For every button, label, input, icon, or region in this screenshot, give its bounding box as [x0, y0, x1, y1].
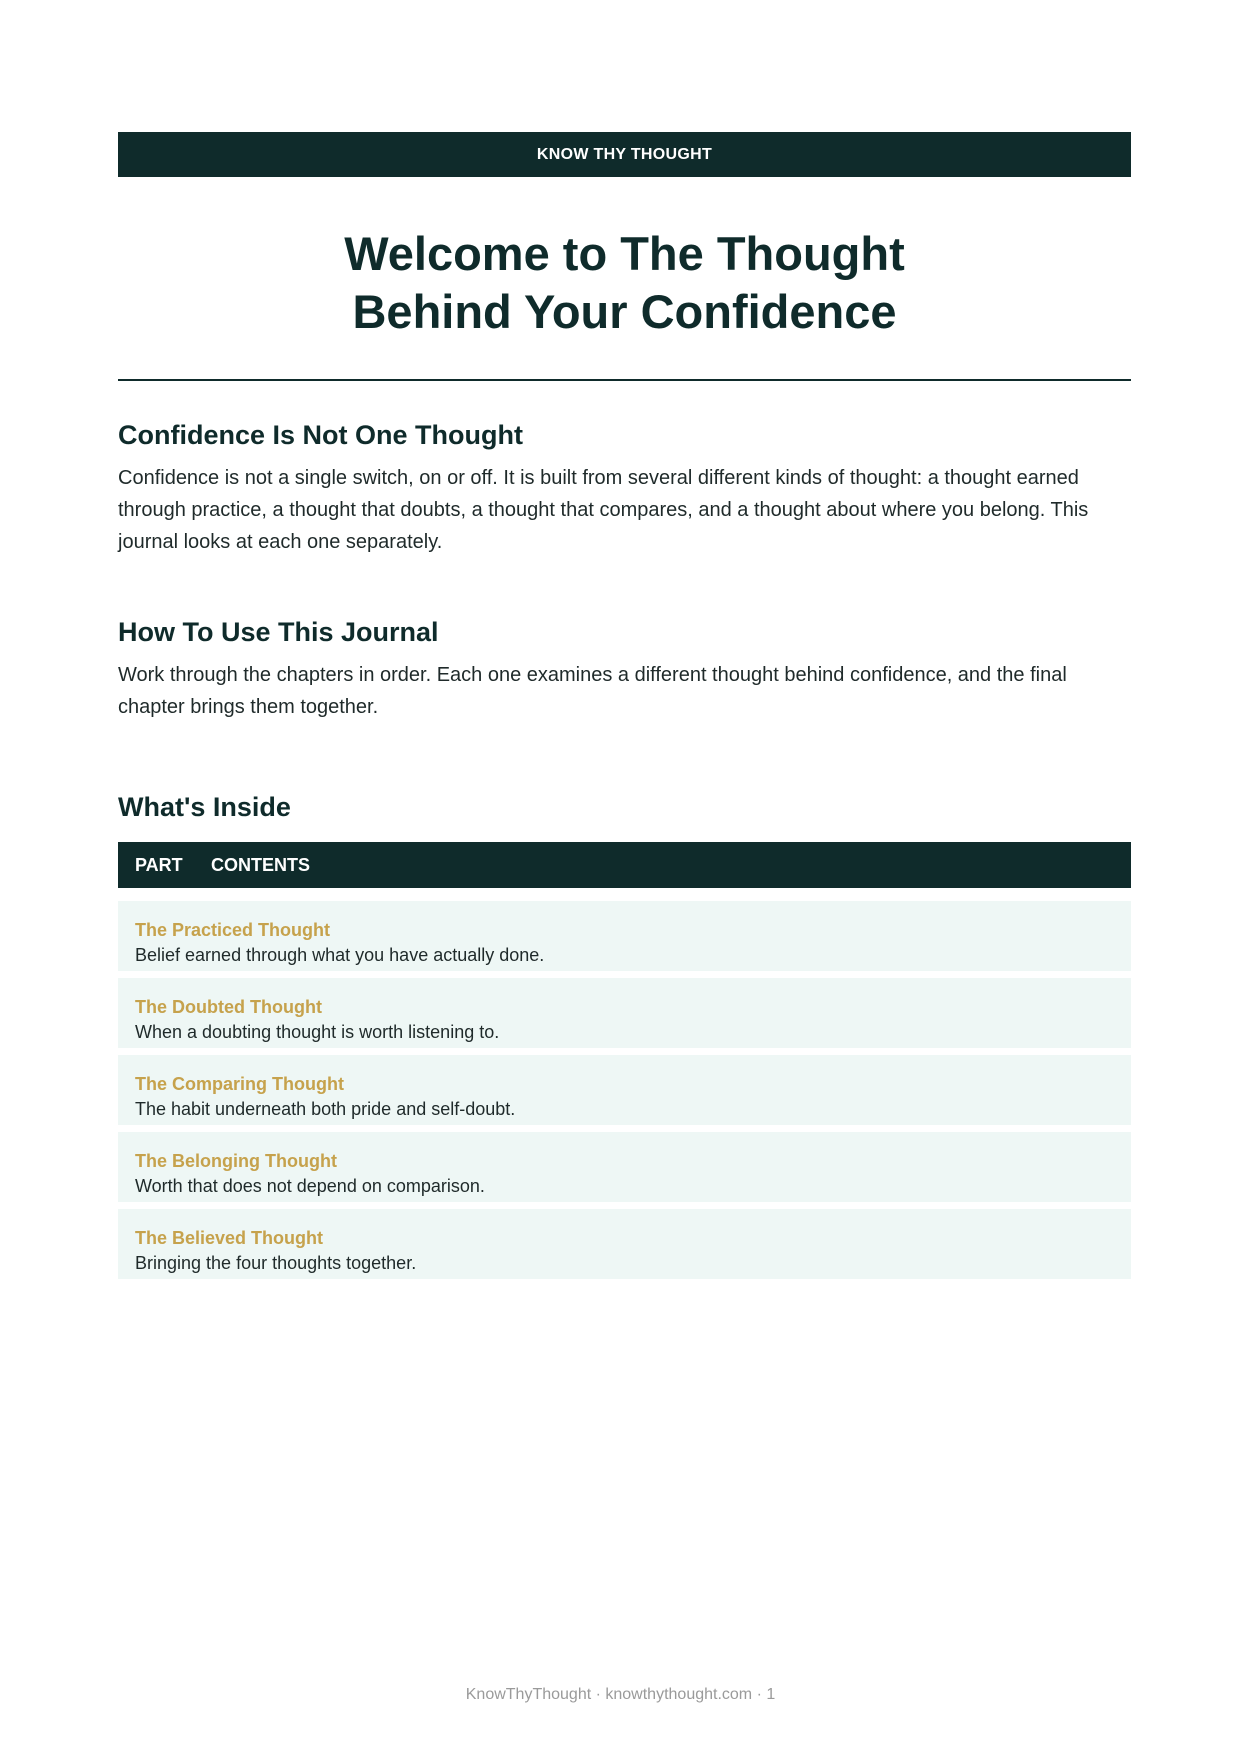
part-description: Belief earned through what you have actually done. [135, 945, 545, 965]
column-header-part: PART [135, 854, 183, 875]
part-title: The Believed Thought [135, 1228, 324, 1248]
section-how-to-use [118, 615, 1131, 723]
footer-text: KnowThyThought · knowthythought.com · 1 [465, 1686, 776, 1703]
section-body: Work through the chapters in order. Each one examines a different thought behind confidence, and the final chapter brings them together. [118, 664, 1067, 718]
part-title: The Comparing Thought [135, 1074, 344, 1094]
section-body: Confidence is not a single switch, on or off. It is built from several different kinds of thought: a thought earned through practice, a thought that doubts, a thought that compares, and a thought about where you belong. This journal looks at each one separately. [118, 467, 1089, 553]
table-row [118, 901, 1131, 971]
section-heading: What's Inside [118, 792, 291, 822]
contents-table-header [118, 842, 1131, 888]
title-line-2: Behind Your Confidence [352, 285, 897, 338]
part-description: When a doubting thought is worth listening to. [135, 1022, 500, 1042]
contents-table-body [118, 901, 1131, 1279]
title-divider [118, 379, 1131, 381]
section-heading: Confidence Is Not One Thought [118, 420, 523, 450]
brand-name: KNOW THY THOUGHT [536, 146, 713, 163]
page-footer [0, 1686, 1241, 1704]
part-title: The Practiced Thought [135, 920, 331, 940]
title-line-1: Welcome to The Thought [344, 227, 905, 280]
table-row [118, 978, 1131, 1048]
part-description: Worth that does not depend on comparison. [135, 1176, 485, 1196]
part-title: The Doubted Thought [135, 997, 322, 1017]
section-heading: How To Use This Journal [118, 617, 439, 647]
column-header-contents: CONTENTS [211, 854, 310, 875]
table-row [118, 1132, 1131, 1202]
document-page [118, 132, 1131, 1286]
part-description: The habit underneath both pride and self-doubt. [135, 1099, 516, 1119]
part-title: The Belonging Thought [135, 1151, 337, 1171]
part-description: Bringing the four thoughts together. [135, 1253, 417, 1273]
document-title [118, 225, 1131, 341]
table-row [118, 1055, 1131, 1125]
section-confidence [118, 418, 1131, 558]
brand-banner [118, 132, 1131, 177]
section-whats-inside [118, 790, 1131, 1279]
table-row [118, 1209, 1131, 1279]
